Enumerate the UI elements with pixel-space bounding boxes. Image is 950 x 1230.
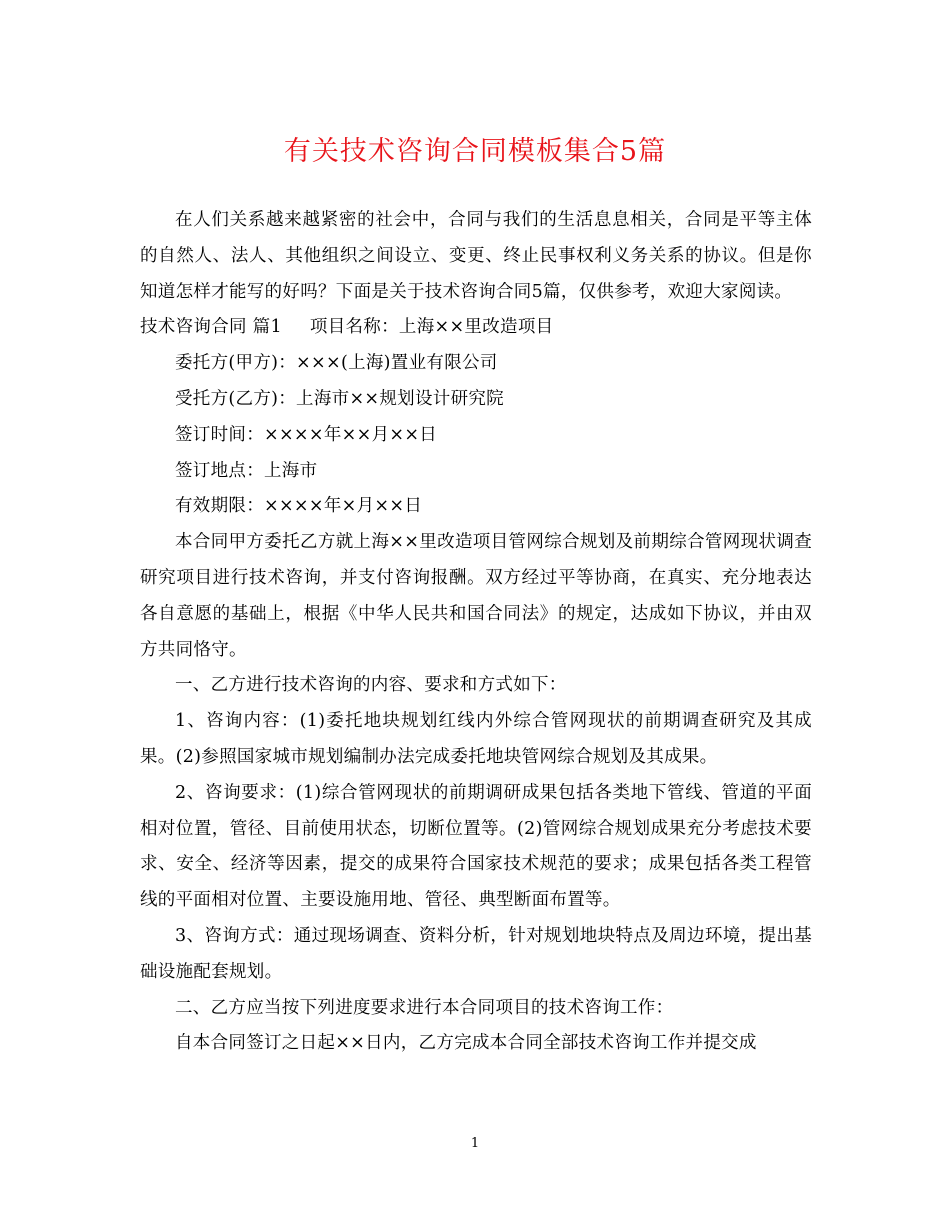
- clause-2-heading: 二、乙方应当按下列进度要求进行本合同项目的技术咨询工作：: [175, 997, 674, 1018]
- section-heading-line: [140, 310, 812, 346]
- document-body: [140, 203, 812, 1062]
- project-name: 项目名称：上海××里改造项目: [309, 317, 554, 338]
- sign-place: 签订地点：上海市: [175, 460, 318, 481]
- document-title: 有关技术咨询合同模板集合5篇: [283, 136, 667, 167]
- party-b: 受托方(乙方)：上海市××规划设计研究院: [175, 388, 504, 409]
- main-paragraph: 本合同甲方委托乙方就上海××里改造项目管网综合规划及前期综合管网现状调查研究项目进行技术咨询，并支付咨询报酬。双方经过平等协商，在真实、充分地表达各自意愿的基础上，根据《中华人民共和国合同法》的规定，达成如下协议，并由双方共同恪守。: [140, 532, 812, 660]
- clause-2-text: 自本合同签订之日起××日内，乙方完成本合同全部技术咨询工作并提交成: [175, 1033, 757, 1054]
- section-heading: 技术咨询合同 篇1: [140, 317, 282, 338]
- clause-1-2: 2、咨询要求：(1)综合管网现状的前期调研成果包括各类地下管线、管道的平面相对位置，管径、目前使用状态，切断位置等。(2)管网综合规划成果充分考虑技术要求、安全、经济等因素，提交的成果符合国家技术规范的要求；成果包括各类工程管线的平面相对位置、主要设施用地、管径、典型断面布置等。: [140, 782, 812, 911]
- intro-paragraph: 在人们关系越来越紧密的社会中，合同与我们的生活息息相关，合同是平等主体的自然人、法人、其他组织之间设立、变更、终止民事权利义务关系的协议。但是你知道怎样才能写的好吗？下面是关于技术咨询合同5篇，仅供参考，欢迎大家阅读。: [140, 210, 812, 302]
- clause-1-1: 1、咨询内容：(1)委托地块规划红线内外综合管网现状的前期调查研究及其成果。(2)参照国家城市规划编制办法完成委托地块管网综合规划及其成果。: [140, 711, 812, 767]
- validity: 有效期限：××××年×月××日: [175, 496, 423, 517]
- party-a: 委托方(甲方)：×××(上海)置业有限公司: [175, 353, 498, 374]
- clause-1-heading: 一、乙方进行技术咨询的内容、要求和方式如下：: [175, 675, 567, 696]
- sign-time: 签订时间：××××年××月××日: [175, 424, 438, 445]
- clause-1-3: 3、咨询方式：通过现场调查、资料分析，针对规划地块特点及周边环境，提出基础设施配套规划。: [140, 925, 812, 982]
- page-number: 1: [470, 1136, 480, 1151]
